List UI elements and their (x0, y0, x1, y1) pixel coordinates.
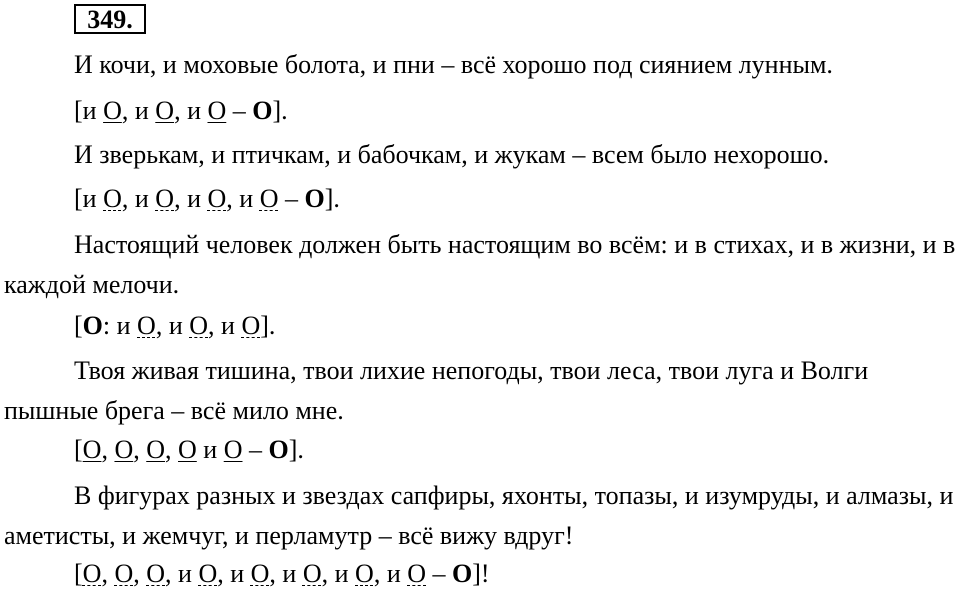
homogeneous-object-marker: О (155, 184, 175, 213)
scheme-text: , и (155, 311, 190, 340)
homogeneous-subject-marker: О (207, 96, 227, 125)
generalizing-word-marker: О (82, 311, 103, 340)
scheme-text: , и (165, 559, 199, 588)
scheme-text: ]. (272, 96, 288, 125)
homogeneous-object-marker: О (259, 184, 279, 213)
exercise-number: 349. (74, 4, 146, 34)
sentence-2: И зверькам, и птичкам, и бабочкам, и жукам – всем было нехорошо. (74, 140, 830, 169)
scheme-text: , и (121, 184, 156, 213)
scheme-text: ]. (260, 311, 276, 340)
scheme-text: , (101, 559, 115, 588)
homogeneous-object-marker: О (189, 311, 209, 340)
homogeneous-object-marker: О (82, 559, 102, 588)
scheme-4 (74, 435, 304, 465)
sentence-4: Твоя живая тишина, твои лихие непогоды, твои леса, твои луга и Волги пышные брега – всё мило мне. (4, 356, 869, 425)
homogeneous-subject-marker: О (223, 435, 243, 464)
scheme-text: [и (74, 184, 104, 213)
scheme-text: [ (74, 311, 83, 340)
scheme-text: – (242, 435, 269, 464)
scheme-text: , и (121, 96, 156, 125)
scheme-text: ]! (472, 559, 490, 588)
homogeneous-object-marker: О (407, 559, 427, 588)
homogeneous-object-marker: О (250, 559, 270, 588)
homogeneous-object-marker: О (103, 184, 122, 213)
scheme-text: , (165, 435, 179, 464)
scheme-text: , (133, 435, 147, 464)
scheme-text: – (226, 96, 253, 125)
scheme-text: , и (217, 559, 251, 588)
scheme-text: , и (174, 96, 208, 125)
generalizing-word-marker: О (252, 96, 273, 125)
homogeneous-object-marker: О (137, 311, 156, 340)
scheme-text: , и (321, 559, 356, 588)
generalizing-word-marker: О (452, 559, 473, 588)
sentence-3: Настоящий человек должен быть настоящим во всём: и в стихах, и в жизни, и в каждой мелочи. (4, 230, 956, 299)
homogeneous-object-marker: О (207, 184, 227, 213)
homogeneous-object-marker: О (146, 559, 166, 588)
scheme-text: – (426, 559, 453, 588)
homogeneous-object-marker: О (114, 559, 134, 588)
homogeneous-subject-marker: О (155, 96, 175, 125)
scheme-text: , и (269, 559, 303, 588)
scheme-text: , (101, 435, 115, 464)
scheme-text: ]. (324, 184, 340, 213)
scheme-text: и (196, 435, 224, 464)
homogeneous-object-marker: О (241, 311, 261, 340)
scheme-text: [ (74, 435, 83, 464)
scheme-text: , и (373, 559, 408, 588)
scheme-text: , и (226, 184, 260, 213)
scheme-text: : и (102, 311, 138, 340)
homogeneous-object-marker: О (355, 559, 374, 588)
generalizing-word-marker: О (304, 184, 325, 213)
sentence-1: И кочи, и моховые болота, и пни – всё хорошо под сиянием лунным. (74, 50, 833, 79)
scheme-1 (74, 96, 288, 126)
scheme-text: , и (208, 311, 242, 340)
scheme-text: [и (74, 96, 104, 125)
scheme-text: [ (74, 559, 83, 588)
homogeneous-subject-marker: О (178, 435, 197, 464)
scheme-text: ]. (288, 435, 304, 464)
scheme-text: – (278, 184, 305, 213)
generalizing-word-marker: О (268, 435, 289, 464)
homogeneous-subject-marker: О (82, 435, 102, 464)
homogeneous-object-marker: О (198, 559, 218, 588)
scheme-text: , (133, 559, 147, 588)
homogeneous-subject-marker: О (103, 96, 122, 125)
scheme-2 (74, 184, 340, 214)
homogeneous-subject-marker: О (146, 435, 166, 464)
homogeneous-subject-marker: О (114, 435, 134, 464)
homogeneous-object-marker: О (302, 559, 322, 588)
sentence-5: В фигурах разных и звездах сапфиры, яхонты, топазы, и изумруды, и алмазы, и аметисты, и жемчуг, и перламутр – всё вижу вдруг! (4, 481, 954, 550)
scheme-5 (74, 559, 490, 589)
scheme-3 (74, 311, 275, 341)
scheme-text: , и (174, 184, 208, 213)
